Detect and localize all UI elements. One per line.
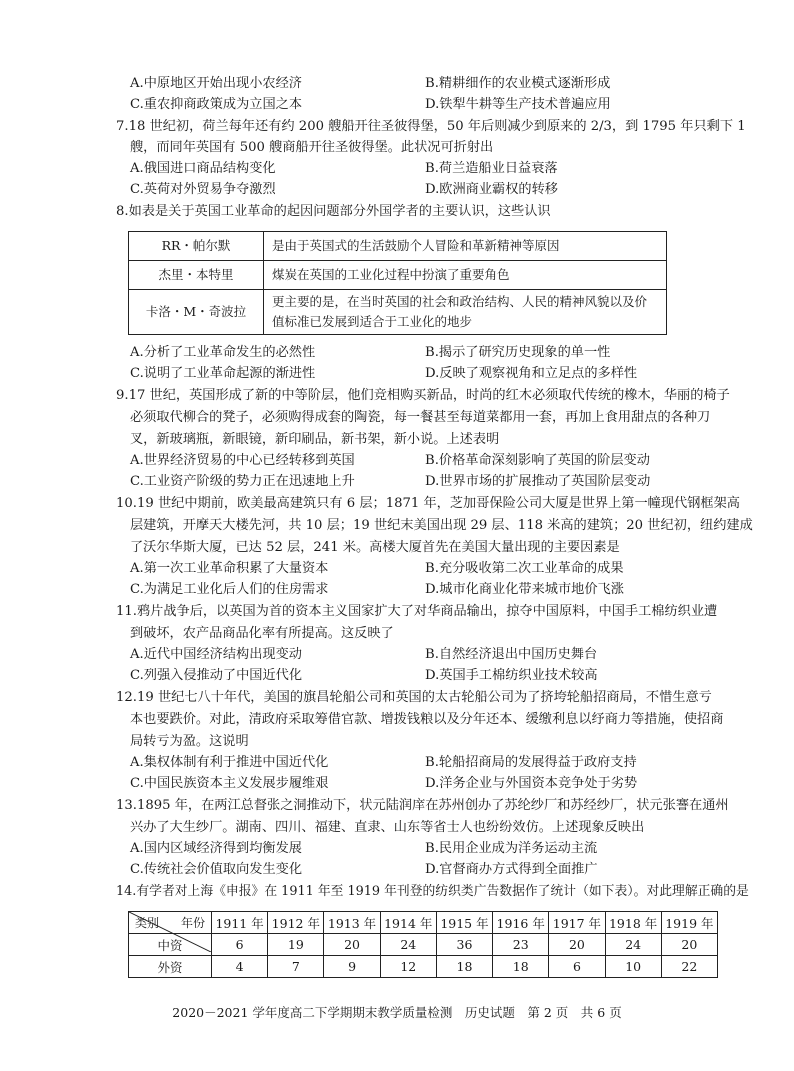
year-header: 1916 年 <box>493 912 549 934</box>
textile-ads-table <box>128 911 718 978</box>
year-header: 1919 年 <box>661 912 717 934</box>
q12-option-a: A.集权体制有利于推进中国近代化 <box>130 755 329 770</box>
cell-value: 36 <box>436 934 492 956</box>
row-label: 中资 <box>129 934 212 956</box>
q9-stem-line2: 必须取代柳合的凳子，必须购得成套的陶瓷，每一餐甚至每道菜都用一套，再加上食用甜点的各种刀 <box>130 410 711 425</box>
q10-option-a: A.第一次工业革命积累了大量资本 <box>130 561 329 576</box>
scholar-name: 卡洛・M・奇波拉 <box>129 290 264 335</box>
table-row <box>129 934 718 956</box>
q11-stem-line2: 到破坏，农产品商品化率有所提高。这反映了 <box>130 626 394 641</box>
q9-stem-line1: 9.17 世纪，英国形成了新的中等阶层，他们竞相购买新品，时尚的红木必须取代传统的橡木，华丽的椅子 <box>116 388 730 403</box>
cell-value: 20 <box>324 934 380 956</box>
q13-stem-line1: 13.1895 年，在两江总督张之洞推动下，状元陆润庠在苏州创办了苏纶纱厂和苏经纱厂，状元张謇在通州 <box>116 798 729 813</box>
table-header-row <box>129 912 718 934</box>
q10-stem-line1: 10.19 世纪中期前，欧美最高建筑只有 6 层；1871 年，芝加哥保险公司大厦是世界上第一幢现代钢框架高 <box>116 496 740 511</box>
q14-stem: 14.有学者对上海《申报》在 1911 年至 1919 年刊登的纺织类广告数据作了统计（如下表）。对此理解正确的是 <box>116 884 749 899</box>
table-corner-cell <box>129 912 212 934</box>
scholar-name: 杰里・本特里 <box>129 261 264 290</box>
cell-value: 24 <box>605 934 661 956</box>
q7-option-d: D.欧洲商业霸权的转移 <box>425 182 558 197</box>
q12-option-d: D.洋务企业与外国资本竞争处于劣势 <box>425 776 638 791</box>
scholars-table <box>128 231 667 335</box>
q10-option-c: C.为满足工业化后人们的住房需求 <box>130 582 329 597</box>
q13-option-b: B.民用企业成为洋务运动主流 <box>425 841 598 856</box>
q11-option-b: B.自然经济退出中国历史舞台 <box>425 647 598 662</box>
table-row <box>129 290 667 335</box>
scholar-name: RR・帕尔默 <box>129 232 264 261</box>
q11-option-c: C.列强入侵推动了中国近代化 <box>130 668 303 683</box>
q7-option-b: B.荷兰造船业日益衰落 <box>425 161 558 176</box>
cell-value: 10 <box>605 956 661 978</box>
q12-stem-line1: 12.19 世纪七八十年代，美国的旗昌轮船公司和英国的太古轮船公司为了挤垮轮船招商局，不惜生意亏 <box>116 690 712 705</box>
scholar-view: 更主要的是，在当时英国的社会和政治结构、人民的精神风貌以及价值标准已发展到适合于工业化的地步 <box>264 290 667 335</box>
q12-stem-line2: 本也要跌价。对此，清政府采取筹借官款、增拨钱粮以及分年还本、缓缴利息以纾商力等措施，使招商 <box>130 712 724 727</box>
q11-stem-line1: 11.鸦片战争后，以英国为首的资本主义国家扩大了对华商品输出，掠夺中国原料，中国手工棉纺织业遭 <box>116 604 718 619</box>
row-label: 外资 <box>129 956 212 978</box>
cell-value: 7 <box>268 956 324 978</box>
year-header: 1914 年 <box>380 912 436 934</box>
q13-option-d: D.官督商办方式得到全面推广 <box>425 862 598 877</box>
q8-option-d: D.反映了观察视角和立足点的多样性 <box>425 366 638 381</box>
cell-value: 4 <box>212 956 268 978</box>
cell-value: 18 <box>493 956 549 978</box>
q12-stem-line3: 局转亏为盈。这说明 <box>130 734 249 749</box>
q6-option-a: A.中原地区开始出现小农经济 <box>130 76 302 91</box>
cell-value: 9 <box>324 956 380 978</box>
q6-option-b: B.精耕细作的农业模式逐渐形成 <box>425 76 611 91</box>
q10-stem-line2: 层建筑，开摩天大楼先河，共 10 层；19 世纪末美国出现 29 层、118 米高的建筑；20 世纪初，纽约建成 <box>130 518 753 533</box>
q7-option-a: A.俄国进口商品结构变化 <box>130 161 276 176</box>
year-header: 1917 年 <box>549 912 605 934</box>
year-header: 1915 年 <box>436 912 492 934</box>
q9-option-b: B.价格革命深刻影响了英国的阶层变动 <box>425 453 650 468</box>
q13-stem-line2: 兴办了大生纱厂。湖南、四川、福建、直隶、山东等省士人也纷纷效仿。上述现象反映出 <box>130 820 645 835</box>
q9-stem-line3: 叉，新玻璃瓶，新眼镜，新印刷品，新书架，新小说。上述表明 <box>130 432 500 447</box>
table-row <box>129 232 667 261</box>
cell-value: 12 <box>380 956 436 978</box>
year-header: 1911 年 <box>212 912 268 934</box>
corner-category-label: 类别 <box>135 916 160 930</box>
scholar-view: 煤炭在英国的工业化过程中扮演了重要角色 <box>264 261 667 290</box>
q9-option-a: A.世界经济贸易的中心已经转移到英国 <box>130 453 355 468</box>
cell-value: 6 <box>212 934 268 956</box>
q6-option-c: C.重农抑商政策成为立国之本 <box>130 97 303 112</box>
cell-value: 6 <box>549 956 605 978</box>
q10-stem-line3: 了沃尔华斯大厦，已达 52 层，241 米。高楼大厦首先在美国大量出现的主要因素是 <box>130 540 620 555</box>
cell-value: 20 <box>549 934 605 956</box>
q7-option-c: C.英荷对外贸易争夺激烈 <box>130 182 276 197</box>
q10-option-b: B.充分吸收第二次工业革命的成果 <box>425 561 624 576</box>
q11-option-a: A.近代中国经济结构出现变动 <box>130 647 302 662</box>
cell-value: 23 <box>493 934 549 956</box>
q12-option-c: C.中国民族资本主义发展步履维艰 <box>130 776 329 791</box>
q9-option-c: C.工业资产阶级的势力正在迅速地上升 <box>130 474 355 489</box>
table-row <box>129 956 718 978</box>
cell-value: 22 <box>661 956 717 978</box>
q8-stem: 8.如表是关于英国工业革命的起因问题部分外国学者的主要认识，这些认识 <box>116 204 551 219</box>
cell-value: 20 <box>661 934 717 956</box>
scholar-view: 是由于英国式的生活鼓励个人冒险和革新精神等原因 <box>264 232 667 261</box>
q13-option-c: C.传统社会价值取向发生变化 <box>130 862 303 877</box>
corner-year-label: 年份 <box>180 916 205 930</box>
q12-option-b: B.轮船招商局的发展得益于政府支持 <box>425 755 637 770</box>
q13-option-a: A.国内区域经济得到均衡发展 <box>130 841 302 856</box>
q9-option-d: D.世界市场的扩展推动了英国阶层变动 <box>425 474 651 489</box>
cell-value: 19 <box>268 934 324 956</box>
q8-option-a: A.分析了工业革命发生的必然性 <box>130 345 316 360</box>
cell-value: 18 <box>436 956 492 978</box>
page-footer: 2020－2021 学年度高二下学期期末教学质量检测 历史试题 第 2 页 共 6 页 <box>172 1005 622 1020</box>
year-header: 1912 年 <box>268 912 324 934</box>
year-header: 1918 年 <box>605 912 661 934</box>
cell-value: 24 <box>380 934 436 956</box>
q7-stem-line2: 艘，而同年英国有 500 艘商船开往圣彼得堡。此状况可折射出 <box>130 140 494 155</box>
q8-option-c: C.说明了工业革命起源的渐进性 <box>130 366 316 381</box>
year-header: 1913 年 <box>324 912 380 934</box>
q7-stem-line1: 7.18 世纪初，荷兰每年还有约 200 艘船开往圣彼得堡，50 年后则减少到原来的 2/3，到 1795 年只剩下 1 <box>116 119 746 134</box>
q10-option-d: D.城市化商业化带来城市地价飞涨 <box>425 582 624 597</box>
table-row <box>129 261 667 290</box>
q11-option-d: D.英国手工棉纺织业技术较高 <box>425 668 598 683</box>
q6-option-d: D.铁犁牛耕等生产技术普遍应用 <box>425 97 611 112</box>
q8-option-b: B.揭示了研究历史现象的单一性 <box>425 345 611 360</box>
